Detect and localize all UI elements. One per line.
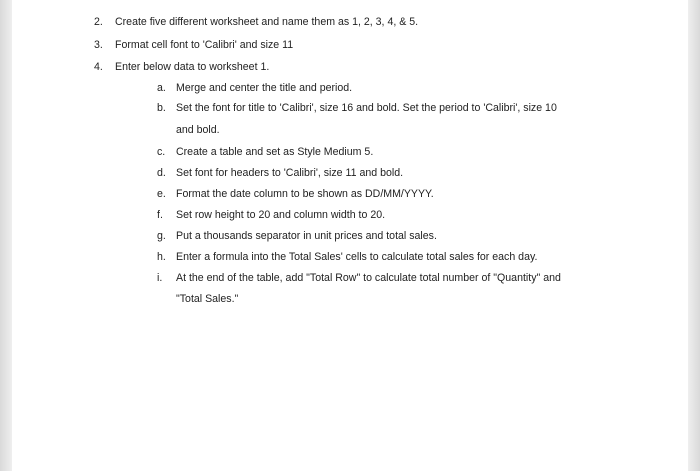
sub-f-letter: f.: [157, 209, 163, 221]
item-3-text: Format cell font to 'Calibri' and size 11: [115, 39, 294, 51]
left-page-shadow: [0, 0, 12, 471]
sub-b-letter: b.: [157, 102, 166, 114]
item-4-text: Enter below data to worksheet 1.: [115, 61, 270, 73]
sub-e-letter: e.: [157, 188, 166, 200]
sub-d-letter: d.: [157, 167, 166, 179]
sub-h-text: Enter a formula into the Total Sales' cells to calculate total sales for each day.: [176, 251, 538, 263]
item-2-number: 2.: [94, 16, 103, 28]
right-page-shadow: [688, 0, 700, 471]
sub-b-text-line1: Set the font for title to 'Calibri', size 16 and bold. Set the period to 'Calibri', size 10: [176, 102, 557, 114]
sub-b-text-line2: and bold.: [176, 124, 220, 136]
item-4-number: 4.: [94, 61, 103, 73]
sub-i-text-line1: At the end of the table, add "Total Row" to calculate total number of "Quantity" and: [176, 272, 561, 284]
sub-i-letter: i.: [157, 272, 163, 284]
sub-c-text: Create a table and set as Style Medium 5.: [176, 146, 374, 158]
sub-a-letter: a.: [157, 82, 166, 94]
sub-d-text: Set font for headers to 'Calibri', size 11 and bold.: [176, 167, 404, 179]
sub-a-text: Merge and center the title and period.: [176, 82, 353, 94]
sub-c-letter: c.: [157, 146, 166, 158]
sub-h-letter: h.: [157, 251, 166, 263]
sub-g-text: Put a thousands separator in unit prices and total sales.: [176, 230, 437, 242]
sub-i-text-line2: "Total Sales.": [176, 293, 239, 305]
sub-e-text: Format the date column to be shown as DD/MM/YYYY.: [176, 188, 434, 200]
sub-g-letter: g.: [157, 230, 166, 242]
item-3-number: 3.: [94, 39, 103, 51]
item-2-text: Create five different worksheet and name them as 1, 2, 3, 4, & 5.: [115, 16, 419, 28]
sub-f-text: Set row height to 20 and column width to 20.: [176, 209, 386, 221]
